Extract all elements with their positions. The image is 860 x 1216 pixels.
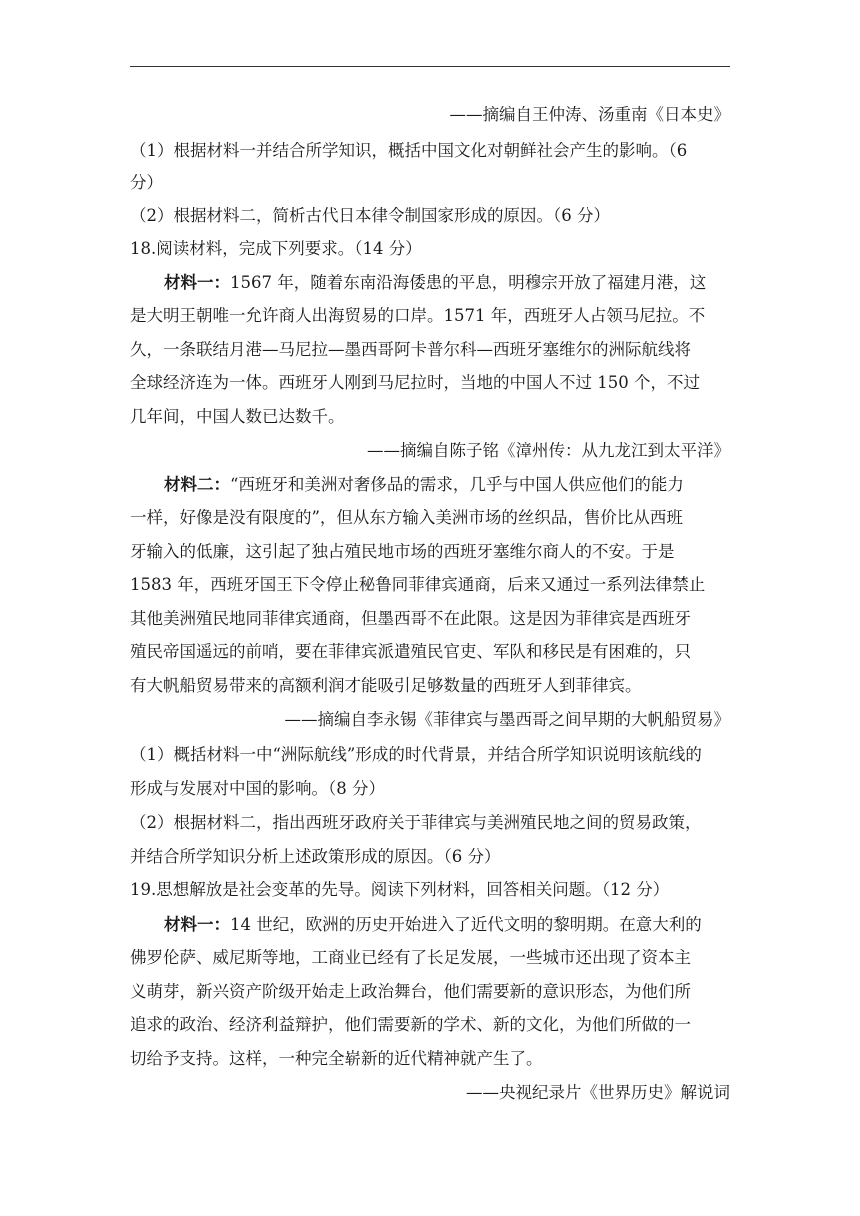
question-text: 形成与发展对中国的影响。（8 分） [130,779,385,798]
material-line: 久，一条联结月港—马尼拉—墨西哥阿卡普尔科—西班牙塞维尔的洲际航线将 [130,340,691,359]
material-line: 佛罗伦萨、威尼斯等地，工商业已经有了长足发展，一些城市还出现了资本主 [130,948,691,967]
question-text: 分） [130,173,163,192]
material-label: 材料一： [164,915,230,934]
question-text: （1）概括材料一中“洲际航线”形成的时代背景，并结合所学知识说明该航线的 [130,745,702,764]
material-line: 1583 年，西班牙国王下令停止秘鲁同菲律宾通商，后来又通过一系列法律禁止 [130,575,706,594]
material-line: 牙输入的低廉，这引起了独占殖民地市场的西班牙塞维尔商人的不安。于是 [130,542,675,561]
material-line: 切给予支持。这样，一种完全崭新的近代精神就产生了。 [130,1049,543,1068]
material-text: 1567 年，随着东南沿海倭患的平息，明穆宗开放了福建月港，这 [230,273,707,292]
header-rule [130,66,730,67]
material-line: 其他美洲殖民地同菲律宾通商，但墨西哥不在此限。这是因为菲律宾是西班牙 [130,609,691,628]
material-line [130,474,730,496]
material-label: 材料二： [164,475,230,494]
source-citation: ——摘编自王仲涛、汤重南《日本史》 [449,105,730,124]
material-line [130,272,730,294]
material-line: 追求的政治、经济利益辩护，他们需要新的学术、新的文化，为他们所做的一 [130,1015,691,1034]
question-text: 并结合所学知识分析上述政策形成的原因。（6 分） [130,847,501,866]
material-text: “西班牙和美洲对奢侈品的需求，几乎与中国人供应他们的能力 [230,475,684,494]
material-label: 材料一： [164,273,230,292]
question-text: （1）根据材料一并结合所学知识，概括中国文化对朝鲜社会产生的影响。（6 [130,141,688,160]
question-text: （2）根据材料二，简析古代日本律令制国家形成的原因。（6 分） [130,206,610,225]
source-citation: ——摘编自陈子铭《漳州传：从九龙江到太平洋》 [367,441,730,460]
question-text: （2）根据材料二，指出西班牙政府关于菲律宾与美洲殖民地之间的贸易政策， [130,813,702,832]
source-citation: ——央视纪录片《世界历史》解说词 [466,1083,730,1102]
material-line: 殖民帝国遥远的前哨，要在菲律宾派遣殖民官吏、军队和移民是有困难的，只 [130,642,691,661]
material-line [130,914,730,936]
material-line: 几年间，中国人数已达数千。 [130,407,345,426]
material-line: 全球经济连为一体。西班牙人刚到马尼拉时，当地的中国人不过 150 个，不过 [130,373,700,392]
source-citation: ——摘编自李永锡《菲律宾与墨西哥之间早期的大帆船贸易》 [284,710,730,729]
material-line: 有大帆船贸易带来的高额利润才能吸引足够数量的西班牙人到菲律宾。 [130,676,642,695]
material-line: 义萌芽，新兴资产阶级开始走上政治舞台，他们需要新的意识形态，为他们所 [130,982,691,1001]
material-line: 一样，好像是没有限度的”，但从东方输入美洲市场的丝织品，售价比从西班 [130,508,683,527]
material-line: 是大明王朝唯一允许商人出海贸易的口岸。1571 年，西班牙人占领马尼拉。不 [130,306,706,325]
material-text: 14 世纪，欧洲的历史开始进入了近代文明的黎明期。在意大利的 [230,915,702,934]
question-heading: 18.阅读材料，完成下列要求。（14 分） [130,239,422,258]
question-heading: 19.思想解放是社会变革的先导。阅读下列材料，回答相关问题。（12 分） [130,880,670,899]
